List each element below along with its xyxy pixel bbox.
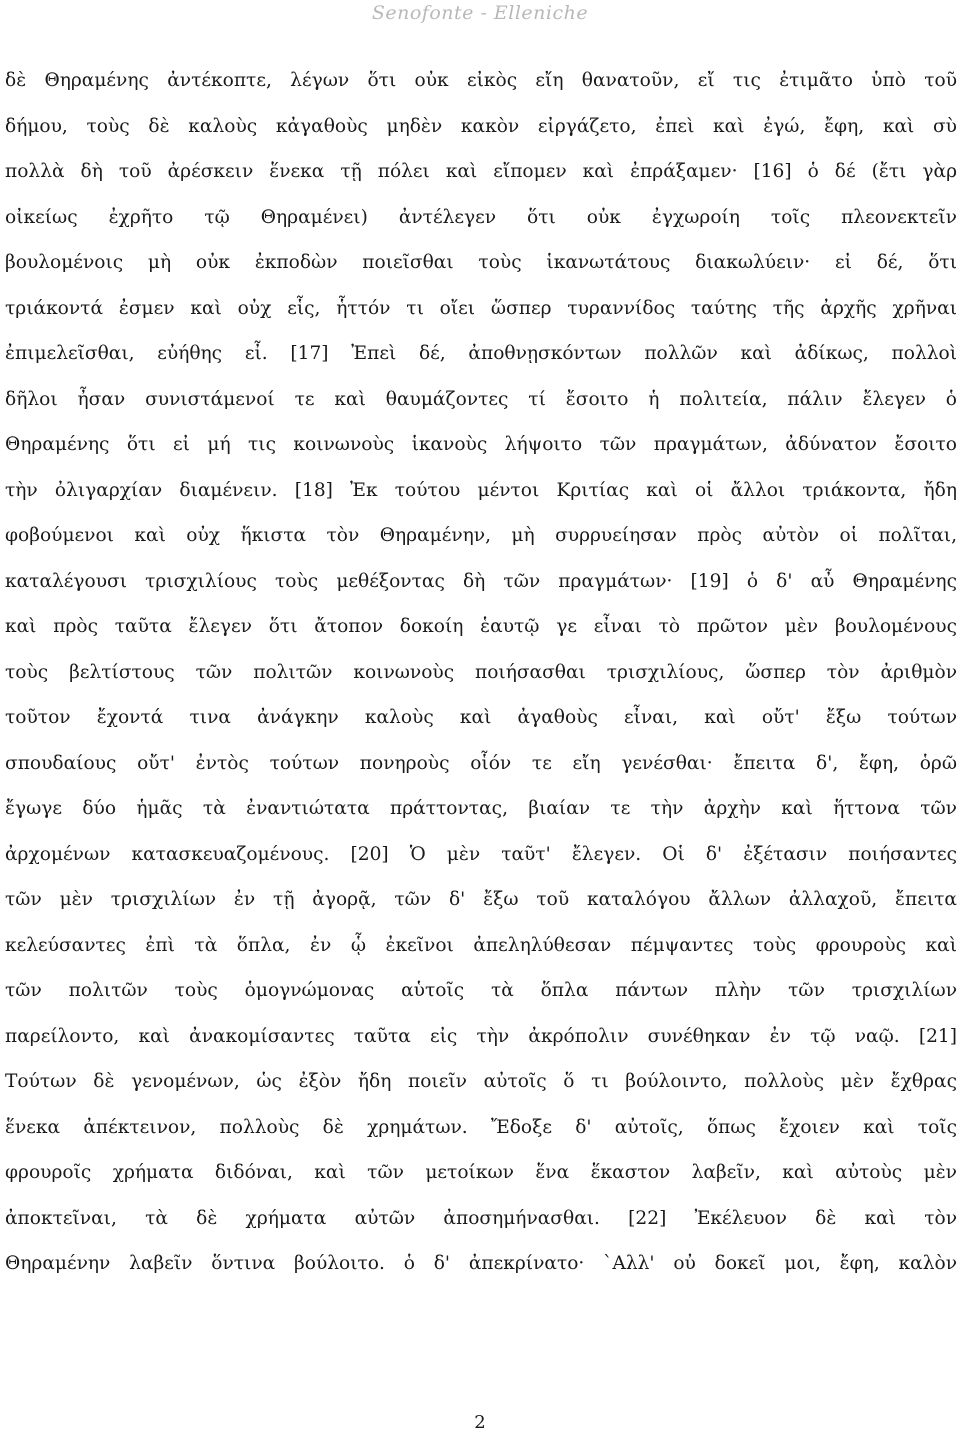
text-line: Τούτων δὲ γενομένων, ὡς ἐξὸν ἤδη ποιεῖν αὐτοῖς ὅ τι βούλοιντο, πολλοὺς μὲν ἔχθρας: [5, 1071, 957, 1092]
text-line: τὴν ὀλιγαρχίαν διαμένειν. [18] Ἐκ τούτου μέντοι Κριτίας καὶ οἱ ἄλλοι τριάκοντα, ἤδη: [5, 479, 957, 501]
text-line: τοῦτον ἔχοντά τινα ἀνάγκην καλοὺς καὶ ἀγαθοὺς εἶναι, καὶ οὔτ' ἔξω τούτων: [5, 707, 957, 728]
text-line: καταλέγουσι τρισχιλίους τοὺς μεθέξοντας δὴ τῶν πραγμάτων· [19] ὁ δ' αὖ Θηραμένης: [5, 570, 957, 592]
text-line: παρείλοντο, καὶ ἀνακομίσαντες ταῦτα εἰς τὴν ἀκρόπολιν συνέθηκαν ἐν τῷ ναῷ. [21]: [5, 1025, 957, 1047]
running-header: Senofonte - Elleniche: [371, 2, 589, 24]
text-line: πολλὰ δὴ τοῦ ἀρέσκειν ἕνεκα τῇ πόλει καὶ εἴπομεν καὶ ἐπράξαμεν· [16] ὁ δέ (ἔτι γὰρ: [5, 161, 957, 182]
text-line: τῶν μὲν τρισχιλίων ἐν τῇ ἀγορᾷ, τῶν δ' ἔξω τοῦ καταλόγου ἄλλων ἀλλαχοῦ, ἔπειτα: [5, 889, 957, 910]
text-line: βουλομένοις μὴ οὐκ ἐκποδὼν ποιεῖσθαι τοὺς ἱκανωτάτους διακωλύειν· εἰ δέ, ὅτι: [5, 252, 957, 273]
text-line: Θηραμένης ὅτι εἰ μή τις κοινωνοὺς ἱκανοὺς λήψοιτο τῶν πραγμάτων, ἀδύνατον ἔσοιτο: [5, 434, 957, 455]
text-line: οἰκείως ἐχρῆτο τῷ Θηραμένει) ἀντέλεγεν ὅτι οὐκ ἐγχωροίη τοῖς πλεονεκτεῖν: [5, 206, 957, 228]
text-line: κελεύσαντες ἐπὶ τὰ ὅπλα, ἐν ᾧ ἐκεῖνοι ἀπεληλύθεσαν πέμψαντες τοὺς φρουροὺς καὶ: [5, 934, 957, 956]
text-line: τῶν πολιτῶν τοὺς ὁμογνώμονας αὑτοῖς τὰ ὅπλα πάντων πλὴν τῶν τρισχιλίων: [5, 980, 957, 1001]
text-line: φρουροῖς χρήματα διδόναι, καὶ τῶν μετοίκων ἕνα ἕκαστον λαβεῖν, καὶ αὐτοὺς μὲν: [5, 1162, 957, 1183]
text-line: σπουδαίους οὔτ' ἐντὸς τούτων πονηροὺς οἷόν τε εἴη γενέσθαι· ἔπειτα δ', ἔφη, ὁρῶ: [5, 752, 957, 774]
page-number: 2: [474, 1412, 486, 1433]
text-line: ἕνεκα ἀπέκτεινον, πολλοὺς δὲ χρημάτων. Ἔδοξε δ' αὐτοῖς, ὅπως ἔχοιεν καὶ τοῖς: [5, 1116, 957, 1138]
text-line: καὶ πρὸς ταῦτα ἔλεγεν ὅτι ἄτοπον δοκοίη ἑαυτῷ γε εἶναι τὸ πρῶτον μὲν βουλομένους: [5, 616, 957, 637]
text-line: φοβούμενοι καὶ οὐχ ἥκιστα τὸν Θηραμένην, μὴ συρρυείησαν πρὸς αὐτὸν οἱ πολῖται,: [5, 525, 957, 546]
text-line: δήμου, τοὺς δὲ καλοὺς κἀγαθοὺς μηδὲν κακὸν εἰργάζετο, ἐπεὶ καὶ ἐγώ, ἔφη, καὶ σὺ: [5, 115, 957, 137]
body-text: [5, 58, 957, 1287]
text-line: τοὺς βελτίστους τῶν πολιτῶν κοινωνοὺς ποιήσασθαι τρισχιλίους, ὥσπερ τὸν ἀριθμὸν: [5, 661, 957, 683]
text-line: ἀρχομένων κατασκευαζομένους. [20] Ὁ μὲν ταῦτ' ἔλεγεν. Οἱ δ' ἐξέτασιν ποιήσαντες: [5, 843, 957, 865]
text-line: Θηραμένην λαβεῖν ὅντινα βούλοιτο. ὁ δ' ἀπεκρίνατο· `Αλλ' οὐ δοκεῖ μοι, ἔφη, καλὸν: [5, 1253, 957, 1274]
text-line: ἐπιμελεῖσθαι, εὐήθης εἶ. [17] Ἐπεὶ δέ, ἀποθνῃσκόντων πολλῶν καὶ ἀδίκως, πολλοὶ: [5, 343, 957, 364]
text-line: δῆλοι ἦσαν συνιστάμενοί τε καὶ θαυμάζοντες τί ἔσοιτο ἡ πολιτεία, πάλιν ἔλεγεν ὁ: [5, 388, 957, 410]
text-line: τριάκοντά ἐσμεν καὶ οὐχ εἷς, ἧττόν τι οἴει ὥσπερ τυραννίδος ταύτης τῆς ἀρχῆς χρῆναι: [5, 297, 957, 319]
text-line: ἔγωγε δύο ἡμᾶς τὰ ἐναντιώτατα πράττοντας, βιαίαν τε τὴν ἀρχὴν καὶ ἥττονα τῶν: [5, 798, 957, 819]
text-line: δὲ Θηραμένης ἀντέκοπτε, λέγων ὅτι οὐκ εἰκὸς εἴη θανατοῦν, εἴ τις ἐτιμᾶτο ὑπὸ τοῦ: [5, 70, 957, 91]
text-line: ἀποκτεῖναι, τὰ δὲ χρήματα αὐτῶν ἀποσημήνασθαι. [22] Ἐκέλευον δὲ καὶ τὸν: [5, 1207, 957, 1229]
